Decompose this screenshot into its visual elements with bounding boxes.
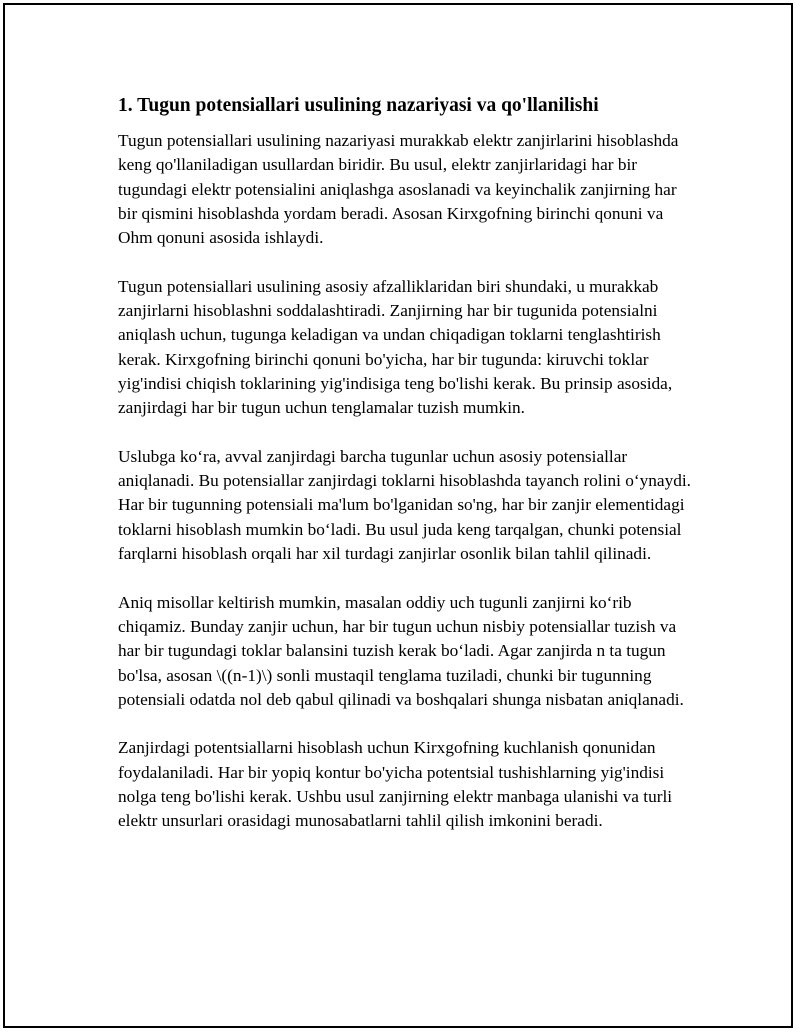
paragraph-1: Tugun potensiallari usulining nazariyasi murakkab elektr zanjirlarini hisoblashda keng qo'llaniladigan usullardan biridir. Bu usul, elektr zanjirlaridagi har bir tugundagi elektr potensialini aniqlashga asoslanadi va keyinchalik zanjirning har bir qismini hisoblashda yordam beradi. Asosan Kirxgofning birinchi qonuni va Ohm qonuni asosida ishlaydi. — [118, 131, 679, 248]
paragraph-5: Zanjirdagi potentsiallarni hisoblash uchun Kirxgofning kuchlanish qonunidan foydalaniladi. Har bir yopiq kontur bo'yicha potentsial tushishlarning yig'indisi nolga teng bo'lishi kerak. Ushbu usul zanjirning elektr manbaga ulanishi va turli elektr unsurlari orasidagi munosabatlarni tahlil qilish imkonini beradi. — [118, 738, 673, 831]
paragraph-2: Tugun potensiallari usulining asosiy afzalliklaridan biri shundaki, u murakkab zanjirlarni hisoblashni soddalashtiradi. Zanjirning har bir tugunida potensialni aniqlash uchun, tugunga keladigan va undan chiqadigan toklarni tenglashtirish kerak. Kirxgofning birinchi qonuni bo'yicha, har bir tugunda: kiruvchi toklar yig'indisi chiqish toklarining yig'indisiga teng bo'lishi kerak. Bu prinsip asosida, zanjirdagi har bir tugun uchun tenglamalar tuzish mumkin. — [118, 276, 673, 418]
document-body — [118, 93, 694, 858]
section-heading: 1. Tugun potensiallari usulining nazariyasi va qo'llanilishi — [118, 95, 599, 116]
paragraph-4: Aniq misollar keltirish mumkin, masalan oddiy uch tugunli zanjirni ko‘rib chiqamiz. Bunday zanjir uchun, har bir tugun uchun nisbiy potensiallar tuzish va har bir tugundagi toklar balansini tuzish kerak bo‘ladi. Agar zanjirda n ta tugun bo'lsa, asosan \((n-1)\) sonli mustaqil tenglama tuziladi, chunki bir tugunning potensiali odatda nol deb qabul qilinadi va boshqalari shunga nisbatan aniqlanadi. — [118, 592, 684, 709]
paragraph-3: Uslubga ko‘ra, avval zanjirdagi barcha tugunlar uchun asosiy potensiallar aniqlanadi. Bu potensiallar zanjirdagi toklarni hisoblashda tayanch rolini o‘ynaydi. Har bir tugunning potensiali ma'lum bo'lganidan so'ng, har bir zanjir elementidagi toklarni hisoblash mumkin bo‘ladi. Bu usul juda keng tarqalgan, chunki potensial farqlarni hisoblash orqali har xil turdagi zanjirlar osonlik bilan tahlil qilinadi. — [118, 446, 692, 564]
